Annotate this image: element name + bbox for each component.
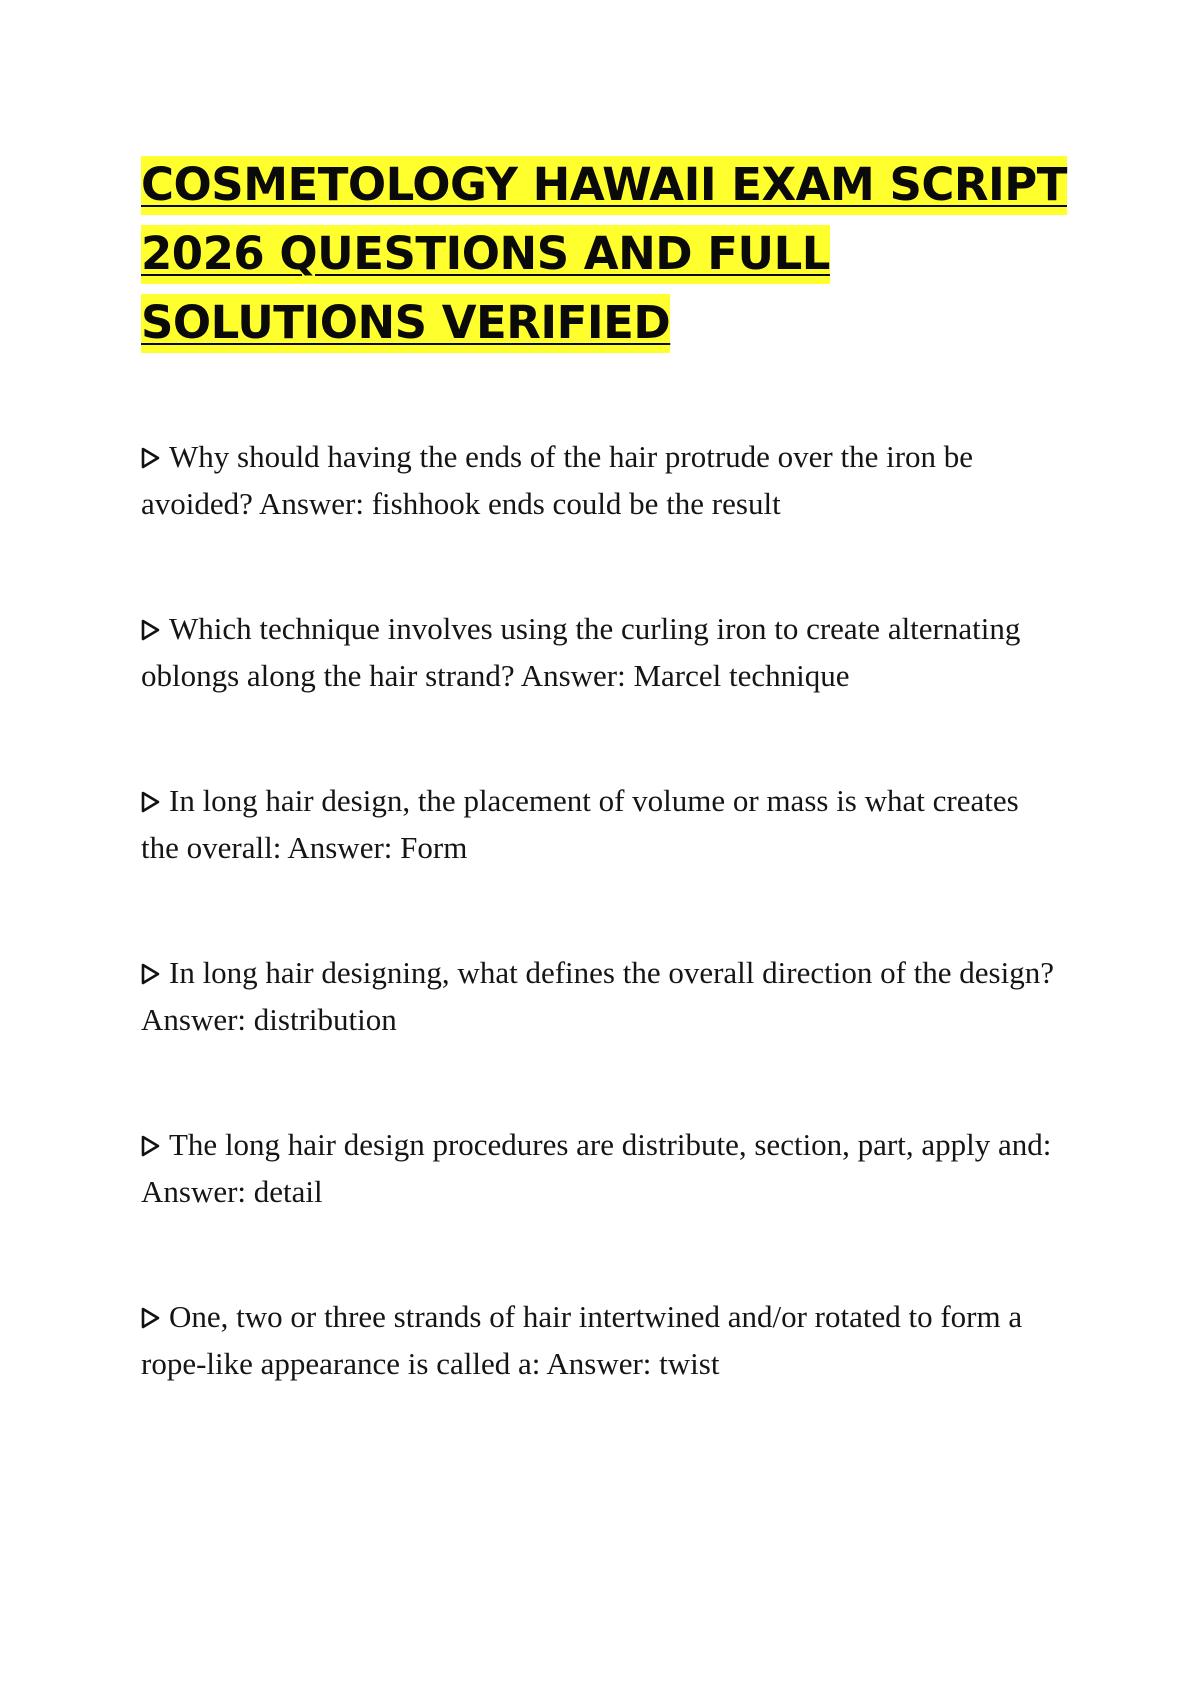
- question-text: One, two or three strands of hair intertwined and/or rotated to form a rope-like appearance is called a:: [141, 1299, 1023, 1381]
- answer-text: Marcel technique: [633, 658, 850, 693]
- qa-item: [141, 433, 1061, 527]
- qa-item: [141, 777, 1061, 871]
- question-text: In long hair designing, what defines the overall direction of the design?: [169, 955, 1054, 990]
- qa-item: [141, 1121, 1061, 1215]
- answer-text: detail: [253, 1174, 323, 1209]
- answer-text: Form: [400, 830, 468, 865]
- answer-label: Answer:: [520, 658, 626, 693]
- question-text: Why should having the ends of the hair protrude over the iron be avoided?: [141, 439, 974, 521]
- question-text: In long hair design, the placement of volume or mass is what creates the overall:: [141, 783, 1019, 865]
- answer-label: Answer:: [287, 830, 393, 865]
- document-title: [141, 150, 1081, 357]
- triangle-right-outline-icon: [141, 1121, 169, 1168]
- triangle-right-outline-icon: [141, 433, 169, 480]
- qa-item: [141, 1293, 1061, 1387]
- question-text: The long hair design procedures are distribute, section, part, apply and:: [169, 1127, 1052, 1162]
- answer-label: Answer:: [141, 1174, 247, 1209]
- triangle-right-outline-icon: [141, 1293, 169, 1340]
- title-highlight: COSMETOLOGY HAWAII EXAM SCRIPT 2026 QUESTIONS AND FULL SOLUTIONS VERIFIED: [141, 156, 1067, 353]
- qa-item: [141, 605, 1061, 699]
- triangle-right-outline-icon: [141, 605, 169, 652]
- triangle-right-outline-icon: [141, 949, 169, 996]
- answer-label: Answer:: [141, 1002, 247, 1037]
- answer-text: fishhook ends could be the result: [371, 486, 781, 521]
- qa-item: [141, 949, 1061, 1043]
- answer-label: Answer:: [546, 1346, 652, 1381]
- answer-text: distribution: [253, 1002, 397, 1037]
- answer-text: twist: [659, 1346, 720, 1381]
- question-text: Which technique involves using the curling iron to create alternating oblongs along the hair strand?: [141, 611, 1021, 693]
- answer-label: Answer:: [258, 486, 364, 521]
- triangle-right-outline-icon: [141, 777, 169, 824]
- qa-list: [141, 433, 1061, 1465]
